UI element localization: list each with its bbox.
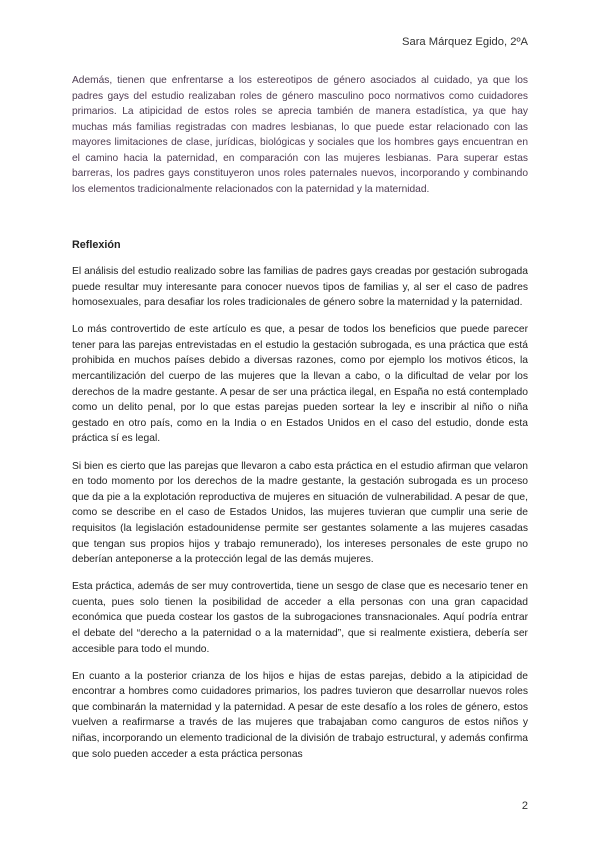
section-heading-reflexion: Reflexión — [72, 239, 121, 251]
body-paragraph: Esta práctica, además de ser muy controvertida, tiene un sesgo de clase que es necesario tener en cuenta, pues solo tienen la posibilidad de acceder a ella personas con una gran capacidad económica que pueda costear los gastos de la subrogaciones transnacionales. Aquí podría entrar el debate del “derecho a la paternidad o a la maternidad”, que si realmente existiera, debería ser accesible para todo el mundo. — [72, 581, 528, 655]
page-number: 2 — [521, 800, 528, 812]
body-paragraph: El análisis del estudio realizado sobre las familias de padres gays creadas por gestación subrogada puede resultar muy interesante para conocer nuevos tipos de familias y, al ser el caso de padres homosexuales, para desafiar los roles tradicionales de género sobre la maternidad y la paternidad. — [72, 266, 528, 309]
body-paragraph: Lo más controvertido de este artículo es que, a pesar de todos los beneficios que puede parecer tener para las parejas entrevistadas en el estudio la gestación subrogada, es una práctica que está prohibida en muchos países debido a diversas razones, como por ejemplo los motivos éticos, la mercantilización del cuerpo de las mujeres que la llevan a cabo, o la dificultad de velar por los derechos de la madre gestante. A pesar de ser una práctica ilegal, en España no está contemplado como un delito penal, por lo que estas parejas pueden sortear la ley e inscribir al niño o niña gestado en otro país, como en la India o en Estados Unidos en el caso del estudio, donde esta práctica sí es legal. — [72, 324, 528, 445]
body-paragraph: En cuanto a la posterior crianza de los hijos e hijas de estas parejas, debido a la atipicidad de encontrar a hombres como cuidadores primarios, los padres tuvieron que desarrollar nuevos roles que combinarán la maternidad y la paternidad. A pesar de este desafío a los roles de género, estos vuelven a reafirmarse a través de las mujeres que trabajaban como canguros de estos niños y niñas, incorporando un elemento tradicional de la división de trabajo estructural, y además confirma que solo pueden acceder a esta práctica personas — [72, 670, 528, 760]
running-header-author: Sara Márquez Egido, 2ºA — [402, 36, 528, 48]
intro-paragraph: Además, tienen que enfrentarse a los estereotipos de género asociados al cuidado, ya que los padres gays del estudio realizaban roles de género masculino poco normativos como cuidadores primarios. La atipicidad de estos roles se aprecia también de manera estadística, ya que hay muchas más familias registradas con madres lesbianas, lo que puede estar relacionado con las mayores limitaciones de clase, jurídicas, biológicas y sociales que los hombres gays encuentran en el camino hacia la paternidad, en comparación con las mujeres lesbianas. Para superar estas barreras, los padres gays constituyeron unos roles paternales nuevos, incorporando y combinando los elementos tradicionalmente relacionados con la paternidad y la maternidad. — [72, 75, 528, 195]
body-paragraph: Si bien es cierto que las parejas que llevaron a cabo esta práctica en el estudio afirman que velaron en todo momento por los derechos de la madre gestante, la gestación subrogada es un proceso que da pie a la explotación reproductiva de mujeres en situación de vulnerabilidad. A pesar de que, como se describe en el caso de Estados Unidos, las mujeres tuvieran que cumplir una serie de requisitos (la legislación estadounidense permite ser gestantes solamente a las mujeres casadas que tengan sus propios hijos y trabajo remunerado), los intereses personales de este grupo no deberían anteponerse a la protección legal de las demás mujeres. — [72, 460, 528, 566]
page-content — [72, 73, 528, 774]
